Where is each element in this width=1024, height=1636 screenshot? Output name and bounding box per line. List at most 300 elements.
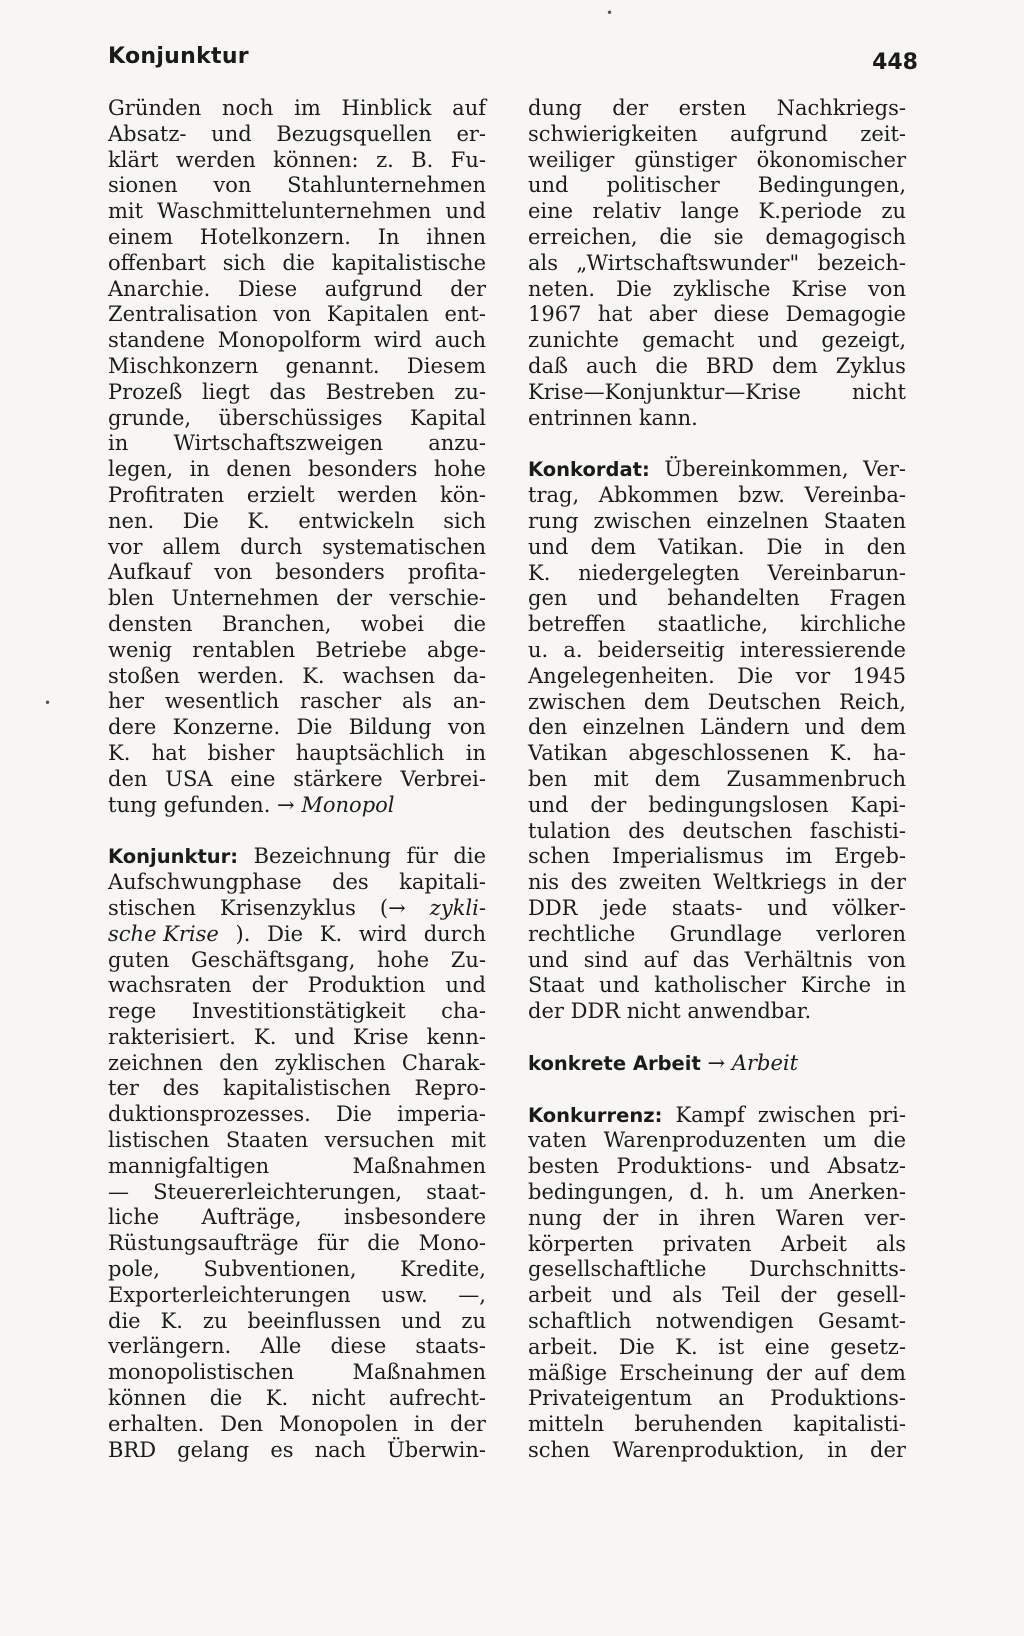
word: ersten: [678, 96, 747, 120]
word: Die: [267, 921, 304, 946]
word: Charak-: [401, 1050, 486, 1075]
word: guten: [108, 947, 170, 972]
word: liche: [108, 1205, 160, 1230]
word: (→: [379, 895, 406, 920]
word: dung: [528, 96, 582, 120]
word: der: [780, 1283, 817, 1308]
text-line: [528, 922, 906, 948]
word: beruhenden: [634, 1412, 763, 1437]
text-line: [108, 715, 486, 741]
page-number: 448: [872, 50, 918, 75]
word: zu: [202, 1308, 228, 1333]
word: Weltkriegs: [713, 870, 827, 895]
word: K.: [160, 1308, 183, 1333]
text-line: [528, 535, 906, 561]
word: auf: [814, 1360, 848, 1385]
word: deutschen: [682, 818, 793, 843]
word: Bedingungen,: [757, 173, 906, 198]
word: für: [317, 1231, 349, 1256]
text-line: [108, 277, 486, 303]
word: offenbart: [108, 250, 206, 275]
word: Kapi-: [850, 792, 906, 817]
word: u.: [528, 637, 549, 662]
word: Vereinbarun-: [767, 560, 906, 585]
word: gesetz-: [830, 1334, 906, 1359]
word: mitteln: [528, 1412, 605, 1437]
word: Diese: [237, 276, 298, 301]
word: Verbrei-: [400, 766, 486, 791]
text-line: [528, 380, 906, 406]
word: Den: [220, 1411, 263, 1436]
text-line: [528, 870, 906, 896]
word: ent-: [444, 302, 486, 327]
text-line: [528, 483, 906, 509]
word: Bezeichnung: [253, 844, 391, 869]
word: niedergelegten: [578, 560, 740, 585]
word: Kirche: [800, 973, 872, 998]
text-line: [108, 689, 486, 715]
word: sionen: [108, 173, 178, 198]
line-text: tung gefunden. →: [108, 792, 295, 817]
word: wachsen: [342, 663, 436, 688]
word: Abkommen: [598, 483, 719, 508]
word: privaten: [662, 1231, 752, 1256]
word: profita-: [407, 560, 486, 585]
word: rege: [108, 999, 157, 1024]
word: die: [367, 1231, 400, 1256]
text-line: [108, 948, 486, 974]
word: Teil: [722, 1283, 761, 1308]
word: eine: [528, 199, 574, 224]
text-line: [108, 1386, 486, 1412]
word: entwickeln: [298, 508, 415, 533]
word: Warenproduktion,: [612, 1438, 805, 1463]
word: notwendigen: [655, 1309, 794, 1334]
word: der: [612, 96, 649, 120]
word: zu-: [454, 379, 486, 404]
text-line: [528, 1283, 906, 1309]
word: z.: [376, 147, 394, 172]
text-line: [108, 870, 486, 896]
word: von: [214, 560, 253, 585]
word: Maßnahmen: [352, 1360, 486, 1385]
word: der: [602, 1205, 639, 1230]
word: dem: [590, 534, 637, 559]
word: den: [866, 534, 906, 559]
word: das: [692, 947, 730, 972]
word: die: [453, 611, 486, 636]
entry-heading: Konjunktur:: [108, 845, 239, 869]
word: und: [804, 715, 846, 740]
word: beeinflussen: [247, 1308, 381, 1333]
word: K.periode: [758, 199, 863, 224]
text-line: [108, 664, 486, 690]
word: Hotelkonzern.: [199, 224, 351, 249]
word: in: [413, 1411, 435, 1436]
word: Krisenzyklus: [220, 895, 356, 920]
word: der: [450, 1411, 486, 1436]
word: des: [628, 818, 665, 843]
word: liegt: [201, 379, 250, 404]
word: diese: [713, 302, 770, 327]
word: Reich,: [839, 689, 906, 714]
word: Vereinba-: [804, 483, 906, 508]
text-line: [108, 741, 486, 767]
word: hohe: [377, 947, 430, 972]
word: faschisti-: [809, 818, 906, 843]
word: Übereinkommen,: [664, 457, 849, 482]
word: das: [269, 379, 307, 404]
word: von: [273, 302, 312, 327]
word: von: [447, 715, 486, 740]
text-line: [528, 741, 906, 767]
word: kön-: [439, 482, 486, 507]
text-line: [528, 819, 906, 845]
word: Die: [182, 508, 219, 533]
word: Stahlunternehmen: [287, 173, 486, 198]
word: lange: [680, 199, 740, 224]
word: zwischen: [757, 1102, 856, 1127]
word: überschüssiges: [218, 405, 383, 430]
word: und: [528, 792, 569, 817]
word: Aufschwungphase: [108, 870, 302, 895]
word: er-: [456, 121, 486, 146]
word: als: [528, 250, 559, 275]
text-line: [108, 973, 486, 999]
text-line: [528, 354, 906, 380]
word: günstiger: [634, 147, 737, 172]
word: K.: [247, 508, 270, 533]
text-line: [528, 122, 906, 148]
scan-speck-top: •: [606, 6, 614, 20]
text-line: [528, 1180, 906, 1206]
word: Prozeß: [108, 379, 183, 404]
word: zyklischen: [274, 1050, 386, 1075]
text-line: [108, 431, 486, 457]
word: rascher: [300, 689, 382, 714]
word: Die: [296, 715, 333, 740]
word: wenig: [108, 637, 173, 662]
text-line: [528, 1051, 906, 1077]
word: gen: [528, 586, 568, 611]
word: nis: [528, 870, 560, 895]
word: legen,: [108, 457, 174, 482]
word: Steuererleichterungen,: [153, 1179, 403, 1204]
word: die: [209, 1386, 243, 1411]
word: stoßen: [108, 663, 180, 688]
word: Produktion: [307, 973, 426, 998]
word: Krise—Konjunktur—Krise: [528, 379, 801, 404]
word: die: [453, 844, 486, 869]
word: rentablen: [192, 637, 296, 662]
word: sind: [583, 947, 629, 972]
word: die: [659, 224, 692, 249]
word: Profitraten: [108, 482, 225, 507]
word: nicht: [852, 379, 906, 404]
text-line: [108, 1205, 486, 1231]
word: als: [672, 1283, 703, 1308]
text-line: [108, 767, 486, 793]
word: Bildung: [348, 715, 432, 740]
word: staats-: [415, 1334, 486, 1359]
word: da-: [452, 663, 486, 688]
word: in: [658, 1205, 679, 1230]
word: des: [332, 870, 369, 895]
word: beiderseitig: [597, 637, 725, 662]
word: auf: [643, 947, 678, 972]
word: den: [528, 715, 568, 740]
word: K.: [265, 1386, 289, 1411]
text-line: [528, 148, 906, 174]
word: und: [211, 121, 252, 146]
word: pri-: [868, 1102, 906, 1127]
word: um: [823, 1128, 857, 1153]
word: werden.: [197, 663, 285, 688]
text-line: [108, 638, 486, 664]
word: K.: [528, 560, 551, 585]
word: zu: [461, 1308, 486, 1333]
text-line: [108, 483, 486, 509]
text-line: [528, 586, 906, 612]
text-line: [528, 225, 906, 251]
word: h.: [724, 1180, 746, 1205]
word: rechtliche: [528, 921, 636, 946]
word: kenn-: [426, 1024, 486, 1049]
word: können:: [273, 147, 359, 172]
text-line: [108, 1257, 486, 1283]
word: und: [400, 1308, 442, 1333]
text-line: [108, 148, 486, 174]
word: die: [655, 353, 688, 378]
text-line: [528, 973, 906, 999]
text-line: [528, 715, 906, 741]
line-text: entrinnen kann.: [528, 405, 698, 430]
word: und: [528, 534, 569, 559]
word: in: [108, 431, 129, 456]
scan-speck-margin: •: [44, 696, 52, 710]
text-line: [528, 96, 906, 122]
word: sich: [222, 250, 266, 275]
word: staats-: [671, 895, 743, 920]
word: die: [873, 1128, 906, 1153]
word: cha-: [441, 999, 486, 1024]
text-line: [108, 922, 486, 948]
word: Mono-: [418, 1231, 486, 1256]
word: und: [769, 1154, 811, 1179]
word: blen: [108, 586, 155, 611]
cross-reference: Arbeit: [731, 1050, 799, 1075]
text-line: [108, 96, 486, 122]
word: hohe: [433, 457, 486, 482]
word: zwischen: [593, 508, 692, 533]
word: rung: [528, 508, 579, 533]
word: kirchliche: [800, 612, 906, 637]
text-line: [528, 612, 906, 638]
word: bzw.: [738, 483, 785, 508]
word: Durchschnitts-: [749, 1257, 906, 1282]
word: der: [870, 870, 906, 895]
word: hat: [151, 740, 187, 765]
text-line: [528, 1386, 906, 1412]
paragraph-gap: [108, 818, 486, 844]
word: als: [401, 689, 432, 714]
word: Angelegenheiten.: [528, 663, 715, 688]
word: Kampf: [675, 1102, 745, 1127]
word: politischer: [606, 173, 720, 198]
word: Überwin-: [387, 1437, 486, 1462]
word: 1945: [852, 663, 906, 688]
word: schwierigkeiten: [528, 121, 698, 146]
word: USA: [165, 766, 213, 791]
word: stischen: [108, 895, 196, 920]
text-line: [108, 1128, 486, 1154]
text-line: [108, 173, 486, 199]
word: listischen: [108, 1128, 210, 1153]
word: Aufträge,: [201, 1205, 302, 1230]
text-line: [108, 1154, 486, 1180]
word: Fragen: [829, 586, 906, 611]
word: dem: [860, 715, 906, 740]
word: imperia-: [397, 1102, 486, 1127]
word: densten: [108, 611, 193, 636]
word: grunde,: [108, 405, 192, 430]
text-line: [108, 225, 486, 251]
text-line: [528, 1103, 906, 1129]
word: betreffen: [528, 612, 626, 637]
text-line: [528, 948, 906, 974]
word: und: [597, 586, 638, 611]
word: K.: [319, 921, 343, 946]
word: demagogisch: [765, 224, 906, 249]
word: von: [867, 276, 906, 301]
word: Produktions-: [770, 1386, 906, 1411]
text-line: [528, 793, 906, 819]
word: Monopolen: [278, 1411, 398, 1436]
word: ökonomischer: [756, 147, 906, 172]
text-line: [108, 509, 486, 535]
text-line: [108, 1025, 486, 1051]
word: erzielt: [246, 482, 315, 507]
text-line: [528, 1154, 906, 1180]
word: K.: [829, 741, 853, 766]
text-line: [528, 896, 906, 922]
text-line: [528, 1128, 906, 1154]
word: wobei: [360, 611, 425, 636]
word: arbeit.: [528, 1334, 599, 1359]
word: der: [590, 792, 627, 817]
word: kapitalisti-: [793, 1412, 906, 1437]
word: Mischkonzern: [108, 353, 259, 378]
word: standene: [108, 328, 206, 353]
word: —: [108, 1179, 129, 1204]
paragraph-gap: [528, 431, 906, 457]
word: verlängern.: [108, 1334, 232, 1359]
word: Subventionen,: [203, 1257, 357, 1282]
word: Die: [618, 1334, 655, 1359]
word: Anerken-: [809, 1180, 906, 1205]
word: auch: [434, 328, 486, 353]
word: kapitalistische: [331, 250, 486, 275]
entry-heading: Konkurrenz:: [528, 1103, 663, 1127]
word: nen.: [108, 508, 155, 533]
line-text: der DDR nicht anwendbar.: [528, 999, 812, 1024]
text-line: [528, 767, 906, 793]
word: zyklische: [672, 276, 771, 301]
word: d.: [689, 1180, 710, 1205]
text-line: [528, 1412, 906, 1438]
text-line: [528, 509, 906, 535]
word: einzelnen: [582, 715, 685, 740]
word: „Wirtschaftswunder": [576, 250, 800, 275]
text-line: [528, 457, 906, 483]
word: In: [377, 224, 400, 249]
word: Vatikan: [528, 741, 608, 766]
word: aufgrund: [730, 121, 828, 146]
word: gemacht: [642, 328, 735, 353]
word: Branchen,: [221, 611, 332, 636]
word: in: [189, 457, 210, 482]
word: der: [766, 1360, 802, 1385]
line-text: →: [707, 1050, 726, 1075]
word: für: [406, 844, 438, 869]
text-line: [528, 1206, 906, 1232]
word: dem: [860, 1360, 906, 1385]
text-line: [108, 793, 486, 819]
cross-reference: sche Krise: [108, 921, 219, 946]
entry-heading: konkrete Arbeit: [528, 1051, 701, 1075]
word: Monopolform: [217, 328, 362, 353]
word: Aufkauf: [108, 560, 192, 585]
word: und: [611, 1283, 653, 1308]
word: Staat: [528, 973, 585, 998]
word: katholischer: [654, 973, 787, 998]
word: Anarchie.: [108, 276, 211, 301]
word: K.: [302, 663, 325, 688]
word: Wirtschaftszweigen: [173, 431, 384, 456]
word: Ergeb-: [834, 844, 906, 869]
text-line: [108, 199, 486, 225]
text-line: [528, 561, 906, 587]
left-column: [108, 96, 486, 1463]
word: BRD: [705, 353, 754, 378]
word: staatliche,: [657, 612, 769, 637]
text-line: [108, 1438, 486, 1464]
word: zweiten: [618, 870, 702, 895]
text-line: [528, 690, 906, 716]
word: Absatz-: [827, 1154, 906, 1179]
word: systematischen: [322, 534, 486, 559]
word: an-: [452, 689, 486, 714]
word: dem: [771, 353, 818, 378]
word: DDR: [528, 895, 578, 920]
text-line: [108, 586, 486, 612]
word: —,: [458, 1282, 486, 1307]
text-line: [108, 1180, 486, 1206]
word: her: [108, 689, 144, 714]
word: der: [336, 586, 373, 611]
word: trag,: [528, 483, 580, 508]
text-line: [108, 406, 486, 432]
word: den: [108, 766, 148, 791]
word: in: [465, 740, 486, 765]
text-line: [108, 1334, 486, 1360]
text-line: [108, 612, 486, 638]
word: Imperialismus: [611, 844, 764, 869]
word: Exporterleichterungen: [108, 1282, 351, 1307]
text-line: [528, 844, 906, 870]
text-line: [108, 1309, 486, 1335]
word: und: [445, 973, 486, 998]
